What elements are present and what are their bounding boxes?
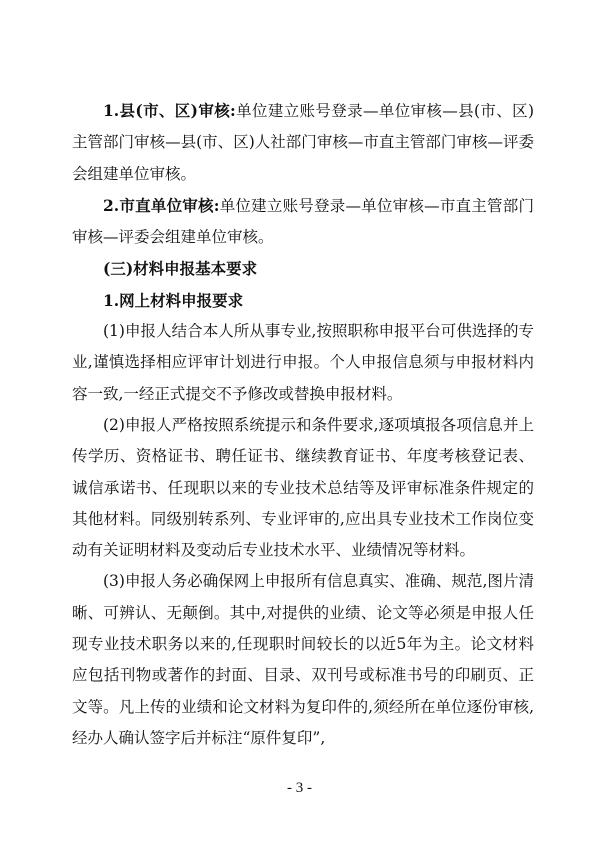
review-procedure-city [72,190,534,254]
city-review-text: 单位建立账号登录—单位审核—市直主管部门审核—评委会组建单位审核。 [72,196,534,247]
page-body [72,95,534,754]
page-number: - 3 - [287,780,312,796]
section-heading: (三)材料申报基本要求 [103,259,258,279]
county-review-text: 单位建立账号登录—单位审核—县(市、区)主管部门审核—县(市、区)人社部门审核—市直主管部门审核—评委会组建单位审核。 [72,102,534,183]
county-review-label: 1.县(市、区)审核: [103,101,236,120]
sub-heading: 1.网上材料申报要求 [103,290,244,310]
requirement-item-3: (3)申报人务必确保网上申报所有信息真实、准确、规范,图片清晰、可辨认、无颠倒。其中,对提供的业绩、论文等必须是申报人任现专业技术职务以来的,任现职时间较长的以近5年为主。论文材料应包括刊物或著作的封面、目录、双刊号或标准书号的印刷页、正文等。凡上传的业绩和论文材料为复印件的,须经所在单位逐份审核,经办人确认签字后并标注“原件复印”, [72,572,534,747]
requirement-item-2: (2)申报人严格按照系统提示和条件要求,逐项填报各项信息并上传学历、资格证书、聘任证书、继续教育证书、年度考核登记表、诚信承诺书、任现职以来的专业技术总结等及评审标准条件规定的其他材料。同级别转系列、专业评审的,应出具专业技术工作岗位变动有关证明材料及变动后专业技术水平、业绩情况等材料。 [72,415,534,560]
review-procedure-county [72,95,534,190]
city-review-label: 2.市直单位审核: [103,195,220,215]
requirement-item-1: (1)申报人结合本人所从事专业,按照职称申报平台可供选择的专业,谨慎选择相应评审计划进行申报。个人申报信息须与申报材料内容一致,一经正式提交不予修改或替换申报材料。 [72,322,534,403]
